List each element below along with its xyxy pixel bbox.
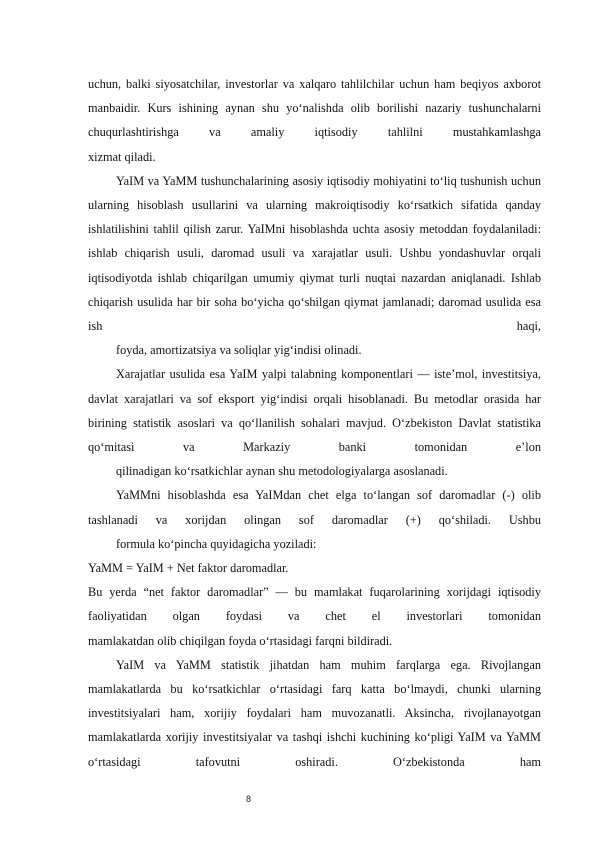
formula-line: YaMM = YaIM + Net faktor daromadlar. [88,561,289,576]
paragraph-expenditure-method [88,362,541,483]
paragraph-text: uchun, balki siyosatchilar, investorlar va xalqaro tahlilchilar uchun ham beqiyos axborot manbaidir. Kurs ishining aynan shu yo‘nalishda olib borilishi nazariy tushunchalarni chuqurlashtirishga va amaliy iqtisodiy tahlilni mustahkamlashga [88,77,541,140]
paragraph-last-line: xizmat qiladi. [88,149,156,164]
paragraph-text: Bu yerda “net faktor daromadlar” — bu mamlakat fuqarolarining xorijdagi iqtisodiy faoliyatidan olgan foydasi va chet el investorlari tomonidan [88,585,541,624]
paragraph-statistical-differences [88,653,541,774]
paragraph-text: Xarajatlar usulida esa YaIM yalpi talabning komponentlari — iste’mol, investitsiya, davlat xarajatlari va sof eksport yig‘indisi orqali hisoblanadi. Bu metodlar orasida har birining statistik asoslari va qo‘llanilish sohalari mavjud. O‘zbekiston Davlat statistika qo‘mitasi va Markaziy banki tomonidan e’lon [88,367,541,455]
paragraph-net-factor-income [88,580,541,653]
paragraph-last-line: formula ko‘pincha quyidagicha yoziladi: [116,536,317,551]
paragraph-calculation-methods [88,169,541,363]
paragraph-last-line: mamlakatdan olib chiqilgan foyda o‘rtasidagi farqni bildiradi. [88,633,393,648]
paragraph-last-line: foyda, amortizatsiya va soliqlar yig‘indisi olinadi. [116,343,362,358]
document-body [88,72,541,774]
paragraph-text: YaIM va YaMM tushunchalarining asosiy iqtisodiy mohiyatini to‘liq tushunish uchun ularning hisoblash usullarini va ularning makroiqtisodiy ko‘rsatkich sifatida qanday ishlatilishini tahlil qilish zarur. YaIMni hisoblashda uchta asosiy metoddan foydalaniladi: ishlab chiqarish usuli, daromad usuli va xarajatlar usuli. Ushbu yondashuvlar orqali iqtisodiyotda ishlab chiqarilgan umumiy qiymat turli nuqtai nazardan aniqlanadi. Ishlab chiqarish usulida har bir soha bo‘yicha qo‘shilgan qiymat jamlanadi; daromad usulida esa ish haqi, [88,173,541,334]
paragraph-last-line: qilinadigan ko‘rsatkichlar aynan shu metodologiyalarga asoslanadi. [116,464,448,479]
paragraph-text: YaIM va YaMM statistik jihatdan ham muhim farqlarga ega. Rivojlangan mamlakatlarda bu ko‘rsatkichlar o‘rtasidagi farq katta bo‘lmaydi, chunki ularning investitsiyalari ham, xorijiy foydalari ham muvozanatli. Aksincha, rivojlanayotgan mamlakatlarda xorijiy investitsiyalar va tashqi ishchi kuchining ko‘pligi YaIM va YaMM o‘rtasidagi tafovutni oshiradi. O‘zbekistonda ham [88,657,541,769]
paragraph-intro-continuation [88,72,541,169]
paragraph-text: YaMMni hisoblashda esa YaIMdan chet elga to‘langan sof daromadlar (-) olib tashlanadi va xorijdan olingan sof daromadlar (+) qo‘shiladi. Ushbu [88,488,541,527]
paragraph-gnp-calculation [88,483,541,556]
page-number: 8 [245,794,251,804]
